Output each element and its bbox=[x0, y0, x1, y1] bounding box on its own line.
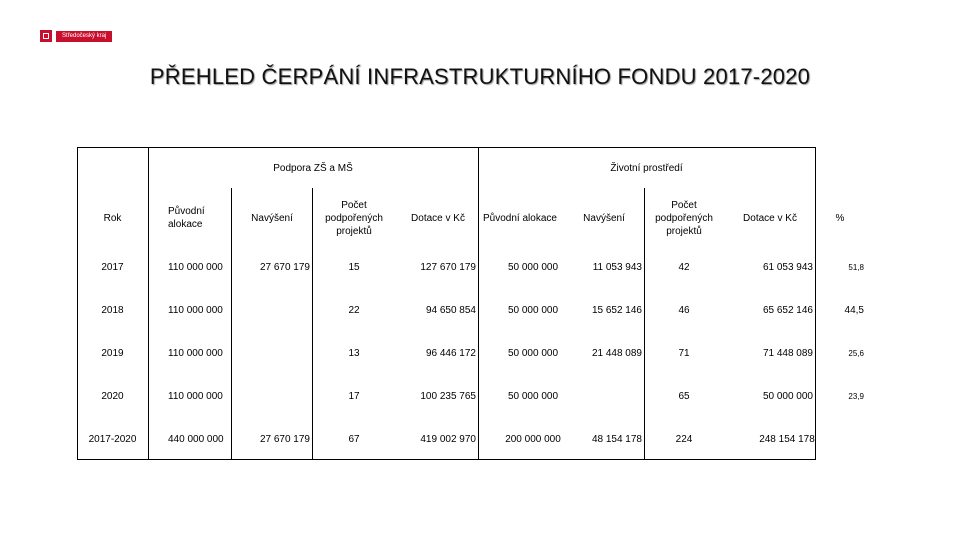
col-header-zs-pocet: Počet podpořených projektů bbox=[325, 199, 383, 237]
col-header-zs-navyseni: Navýšení bbox=[251, 212, 293, 224]
cell-zs-navyseni bbox=[234, 302, 310, 318]
cell-zp-puvodni: 50 000 000 bbox=[507, 261, 559, 273]
cell-rok: 2017-2020 bbox=[88, 433, 137, 445]
cell-zs-dotace: 94 650 854 bbox=[425, 304, 476, 316]
cell-zs-navyseni: 27 670 179 bbox=[259, 433, 310, 445]
cell-zs-pocet: 22 bbox=[348, 304, 360, 316]
cell-zp-pocet: 46 bbox=[678, 304, 690, 316]
col-header-rok: Rok bbox=[103, 212, 122, 224]
cell-pct bbox=[830, 431, 864, 447]
cell-zs-puvodni: 110 000 000 bbox=[168, 304, 223, 316]
cell-zp-navyseni: 11 053 943 bbox=[592, 261, 642, 273]
cell-zp-pocet: 65 bbox=[678, 390, 690, 402]
cell-pct: 51,8 bbox=[848, 262, 864, 272]
cell-zs-navyseni bbox=[234, 345, 310, 361]
cell-zs-pocet: 13 bbox=[348, 347, 360, 359]
cell-rok: 2017 bbox=[101, 261, 124, 273]
cell-zs-dotace: 100 235 765 bbox=[420, 390, 476, 402]
cell-zs-dotace: 96 446 172 bbox=[425, 347, 476, 359]
logo bbox=[40, 30, 112, 42]
cell-rok: 2018 bbox=[101, 304, 124, 316]
cell-zs-dotace: 419 002 970 bbox=[420, 433, 476, 445]
coat-of-arms-icon bbox=[40, 30, 52, 42]
cell-zs-navyseni: 27 670 179 bbox=[259, 261, 310, 273]
cell-zp-navyseni: 21 448 089 bbox=[591, 347, 642, 359]
cell-zp-puvodni: 50 000 000 bbox=[507, 390, 559, 402]
cell-zp-navyseni bbox=[570, 388, 642, 404]
cell-zp-puvodni: 50 000 000 bbox=[507, 304, 559, 316]
col-header-zp-puvodni: Původní alokace bbox=[483, 212, 557, 224]
cell-zp-dotace: 50 000 000 bbox=[762, 390, 813, 402]
cell-zp-pocet: 224 bbox=[675, 433, 693, 445]
group-header-zs-ms: Podpora ZŠ a MŠ bbox=[273, 162, 353, 174]
cell-zs-puvodni: 440 000 000 bbox=[168, 433, 224, 445]
cell-pct: 44,5 bbox=[844, 304, 864, 316]
cell-rok: 2020 bbox=[101, 390, 124, 402]
cell-zs-pocet: 15 bbox=[348, 261, 360, 273]
cell-zs-pocet: 67 bbox=[348, 433, 360, 445]
cell-zp-puvodni: 200 000 000 bbox=[505, 433, 561, 445]
cell-pct: 25,6 bbox=[848, 348, 864, 358]
group-header-zivotni: Životní prostředí bbox=[610, 162, 683, 174]
cell-zp-dotace: 61 053 943 bbox=[762, 261, 813, 273]
cell-zs-dotace: 127 670 179 bbox=[420, 261, 476, 273]
cell-zp-dotace: 248 154 178 bbox=[759, 433, 815, 445]
cell-zp-dotace: 71 448 089 bbox=[762, 347, 813, 359]
cell-zs-pocet: 17 bbox=[348, 390, 360, 402]
col-header-zp-pocet: Počet podpořených projektů bbox=[655, 199, 713, 237]
cell-zs-puvodni: 110 000 000 bbox=[168, 261, 223, 273]
cell-zp-dotace: 65 652 146 bbox=[762, 304, 813, 316]
col-header-zp-dotace: Dotace v Kč bbox=[743, 212, 797, 224]
page-title: PŘEHLED ČERPÁNÍ INFRASTRUKTURNÍHO FONDU 2017-2020 bbox=[149, 64, 811, 89]
cell-zp-navyseni: 48 154 178 bbox=[591, 433, 642, 445]
cell-zs-puvodni: 110 000 000 bbox=[168, 390, 223, 402]
cell-zp-pocet: 71 bbox=[678, 347, 690, 359]
cell-pct: 23,9 bbox=[848, 391, 864, 401]
cell-zp-pocet: 42 bbox=[678, 261, 690, 273]
cell-rok: 2019 bbox=[101, 347, 124, 359]
cell-zs-navyseni bbox=[234, 388, 310, 404]
cell-zp-navyseni: 15 652 146 bbox=[591, 304, 642, 316]
col-header-zs-puvodni: Původní alokace bbox=[168, 206, 205, 230]
col-header-zs-dotace: Dotace v Kč bbox=[411, 212, 465, 224]
logo-text: Středočeský kraj bbox=[56, 31, 112, 42]
cell-zs-puvodni: 110 000 000 bbox=[168, 347, 223, 359]
col-header-pct: % bbox=[835, 212, 845, 224]
col-header-zp-navyseni: Navýšení bbox=[583, 212, 625, 224]
cell-zp-puvodni: 50 000 000 bbox=[507, 347, 559, 359]
